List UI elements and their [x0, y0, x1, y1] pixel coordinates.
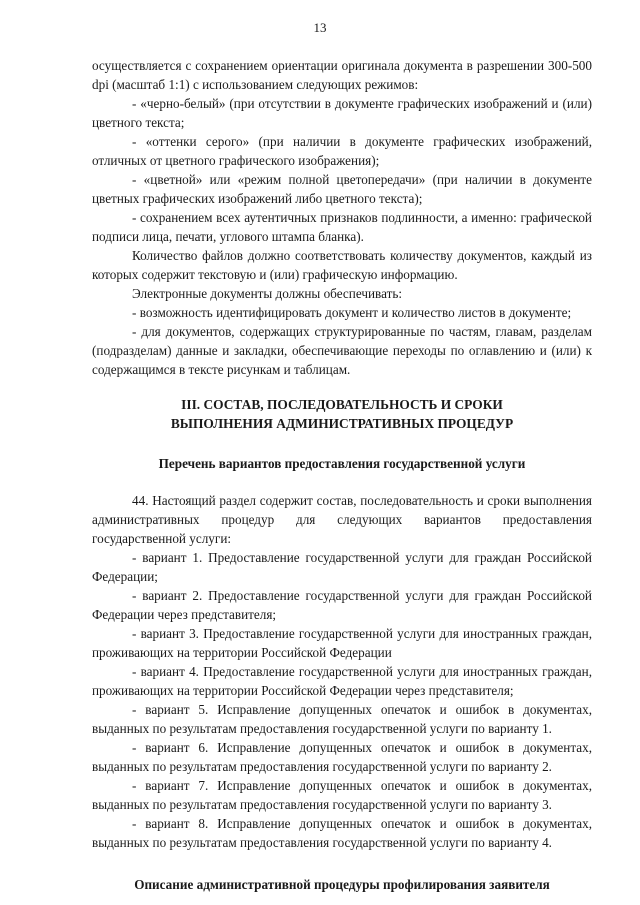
paragraph: 44. Настоящий раздел содержит состав, последовательность и сроки выполнения административных процедур для следующих вариантов предоставления государственной услуги:	[92, 493, 592, 546]
paragraph: Количество файлов должно соответствовать количеству документов, каждый из которых содержит текстовую и (или) графическую информацию.	[92, 248, 592, 282]
variants-block	[92, 491, 592, 852]
section-heading: III. СОСТАВ, ПОСЛЕДОВАТЕЛЬНОСТЬ И СРОКИ ВЫПОЛНЕНИЯ АДМИНИСТРАТИВНЫХ ПРОЦЕДУР	[170, 397, 514, 431]
list-item: - вариант 7. Исправление допущенных опечаток и ошибок в документах, выданных по результатам предоставления государственной услуги по варианту 3.	[92, 778, 592, 812]
list-item: - сохранением всех аутентичных признаков подлинности, а именно: графической подписи лица, печати, углового штампа бланка).	[92, 210, 592, 244]
page-number: 13	[313, 20, 327, 35]
list-item: - «черно-белый» (при отсутствии в документе графических изображений и (или) цветного текста;	[92, 96, 592, 130]
page-content	[92, 56, 592, 894]
list-item: - вариант 5. Исправление допущенных опечаток и ошибок в документах, выданных по результатам предоставления государственной услуги по варианту 1.	[92, 702, 592, 736]
list-item: - «оттенки серого» (при наличии в документе графических изображений, отличных от цветного графического изображения);	[92, 134, 592, 168]
list-item: - возможность идентифицировать документ и количество листов в документе;	[132, 305, 572, 320]
list-item: - вариант 2. Предоставление государственной услуги для граждан Российской Федерации через представителя;	[92, 588, 592, 622]
paragraph: Электронные документы должны обеспечивать:	[132, 286, 403, 301]
subheading-final: Описание административной процедуры профилирования заявителя	[134, 877, 550, 892]
list-item: - для документов, содержащих структурированные по частям, главам, разделам (подразделам) данные и закладки, обеспечивающие переходы по оглавлению и (или) к содержащимся в тексте рисункам и таблицам.	[92, 324, 592, 377]
paragraph: осуществляется с сохранением ориентации оригинала документа в разрешении 300-500 dpi (масштаб 1:1) с использованием следующих режимов:	[92, 58, 592, 92]
list-item: - вариант 3. Предоставление государственной услуги для иностранных граждан, проживающих на территории Российской Федерации	[92, 626, 592, 660]
list-item: - «цветной» или «режим полной цветопередачи» (при наличии в документе цветных графических изображений либо цветного текста);	[92, 172, 592, 206]
list-item: - вариант 6. Исправление допущенных опечаток и ошибок в документах, выданных по результатам предоставления государственной услуги по варианту 2.	[92, 740, 592, 774]
list-item: - вариант 1. Предоставление государственной услуги для граждан Российской Федерации;	[92, 550, 592, 584]
list-item: - вариант 8. Исправление допущенных опечаток и ошибок в документах, выданных по результатам предоставления государственной услуги по варианту 4.	[92, 816, 592, 850]
list-item: - вариант 4. Предоставление государственной услуги для иностранных граждан, проживающих на территории Российской Федерации через представителя;	[92, 664, 592, 698]
subheading-variants: Перечень вариантов предоставления государственной услуги	[158, 456, 526, 471]
